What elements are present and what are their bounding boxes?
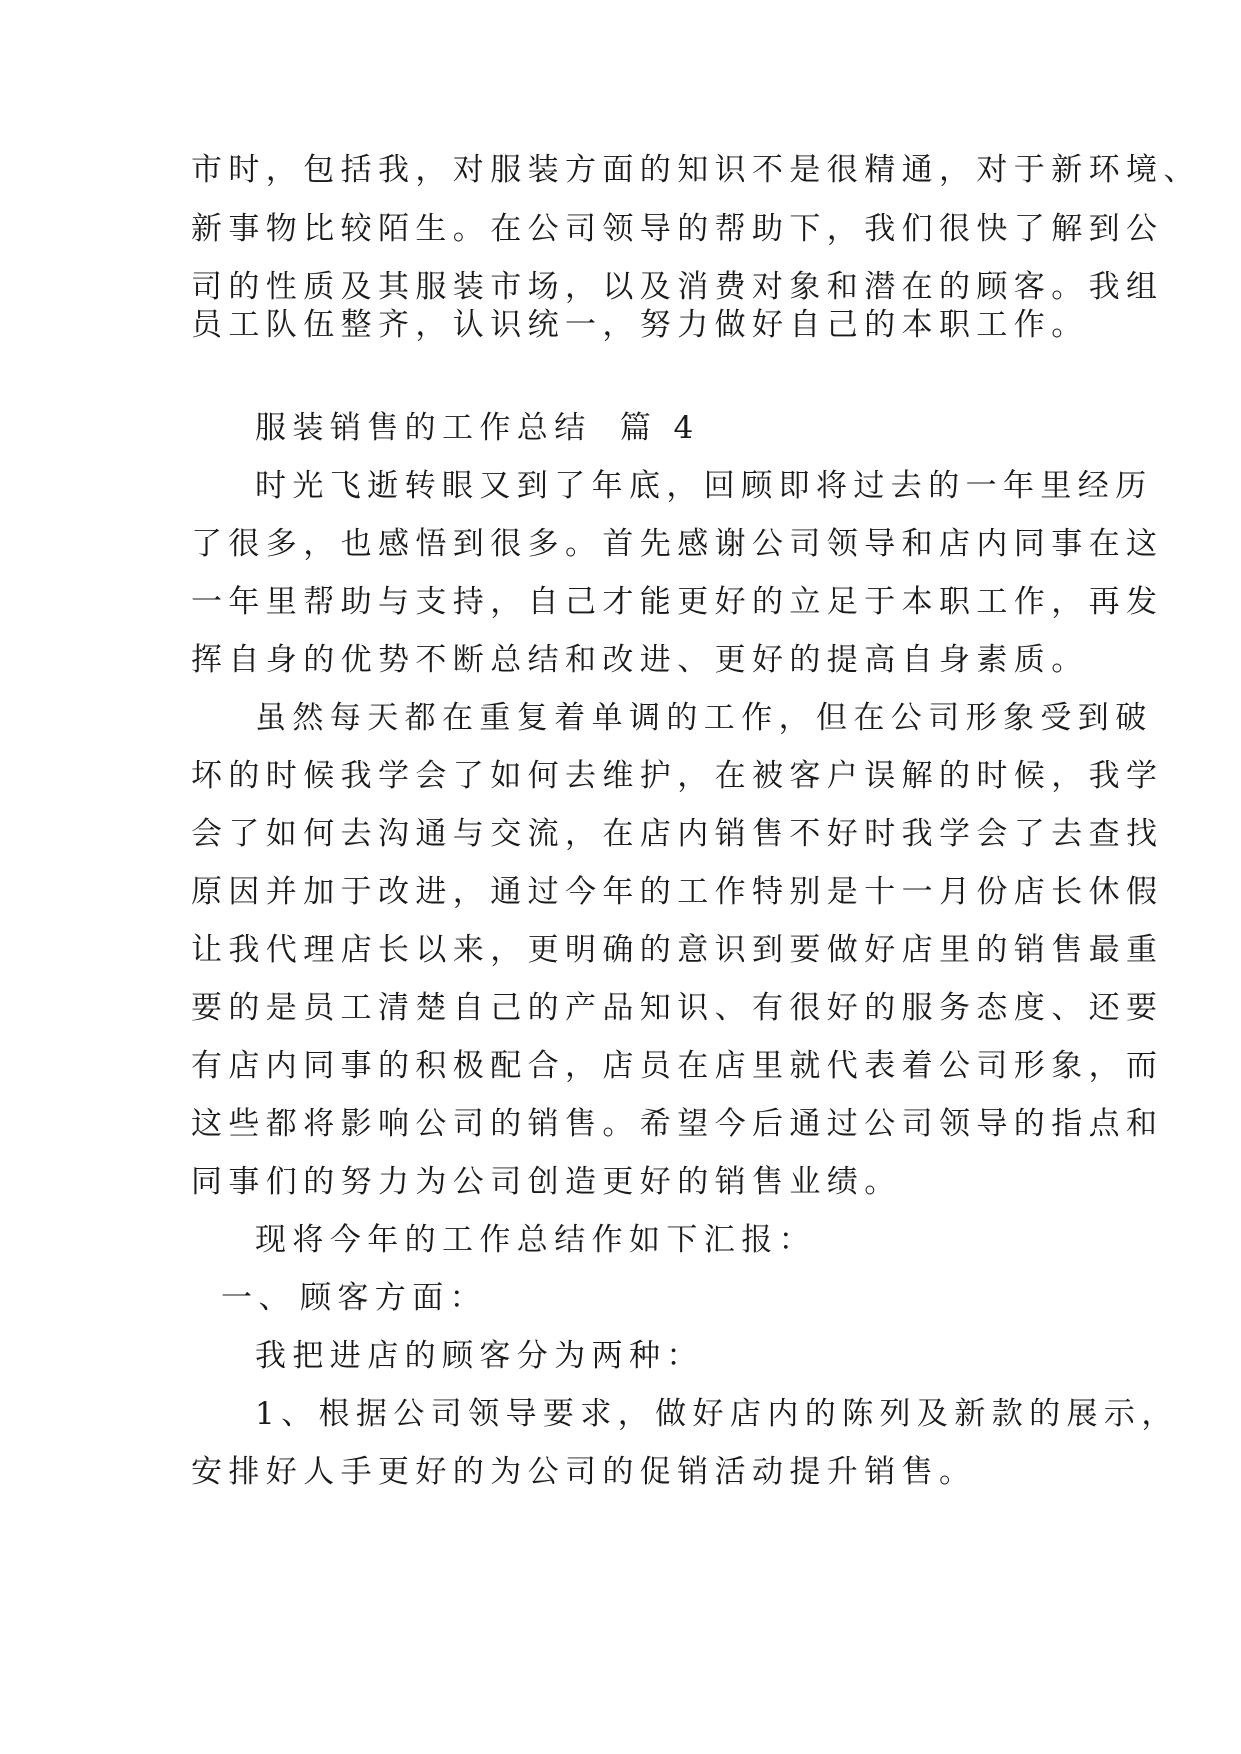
section-heading bbox=[255, 408, 1135, 448]
continuation-line: 市时，包括我，对服装方面的知识不是很精通，对于新环境、 bbox=[191, 152, 1201, 188]
report-intro: 现将今年的工作总结作如下汇报： bbox=[255, 1222, 816, 1258]
paragraph-line: 会了如何去沟通与交流，在店内销售不好时我学会了去查找 bbox=[191, 816, 1164, 852]
paragraph-line: 让我代理店长以来，更明确的意识到要做好店里的销售最重 bbox=[191, 932, 1164, 968]
customer-intro: 我把进店的顾客分为两种： bbox=[255, 1338, 704, 1374]
list-item-text: 顾客方面： bbox=[300, 1280, 487, 1316]
section-heading-suffix: 篇 4 bbox=[619, 410, 700, 446]
paragraph-line: 同事们的努力为公司创造更好的销售业绩。 bbox=[191, 1164, 902, 1200]
paragraph-line: 虽然每天都在重复着单调的工作，但在公司形象受到破 bbox=[255, 700, 1153, 736]
paragraph-line: 了很多，也感悟到很多。首先感谢公司领导和店内同事在这 bbox=[191, 526, 1164, 562]
point-line: 安排好人手更好的为公司的促销活动提升销售。 bbox=[191, 1454, 977, 1490]
continuation-line: 新事物比较陌生。在公司领导的帮助下，我们很快了解到公 bbox=[191, 211, 1164, 247]
paragraph-line: 挥自身的优势不断总结和改进、更好的提高自身素质。 bbox=[191, 642, 1089, 678]
continuation-line: 司的性质及其服装市场，以及消费对象和潜在的顾客。我组 bbox=[191, 269, 1164, 305]
paragraph-line: 这些都将影响公司的销售。希望今后通过公司领导的指点和 bbox=[191, 1106, 1164, 1142]
paragraph-line: 一年里帮助与支持，自己才能更好的立足于本职工作，再发 bbox=[191, 584, 1164, 620]
point-line: 1、根据公司领导要求，做好店内的陈列及新款的展示， bbox=[255, 1396, 1179, 1432]
continuation-line: 员工队伍整齐，认识统一，努力做好自己的本职工作。 bbox=[191, 307, 1089, 343]
paragraph-line: 要的是员工清楚自己的产品知识、有很好的服务态度、还要 bbox=[191, 990, 1164, 1026]
paragraph-line: 有店内同事的积极配合，店员在店里就代表着公司形象，而 bbox=[191, 1048, 1164, 1084]
paragraph-line: 时光飞逝转眼又到了年底，回顾即将过去的一年里经历 bbox=[255, 468, 1153, 504]
paragraph-line: 坏的时候我学会了如何去维护，在被客户误解的时候，我学 bbox=[191, 758, 1164, 794]
list-marker: 一、 bbox=[221, 1280, 296, 1316]
paragraph-line: 原因并加于改进，通过今年的工作特别是十一月份店长休假 bbox=[191, 874, 1164, 910]
section-heading-title: 服装销售的工作总结 bbox=[255, 410, 592, 446]
